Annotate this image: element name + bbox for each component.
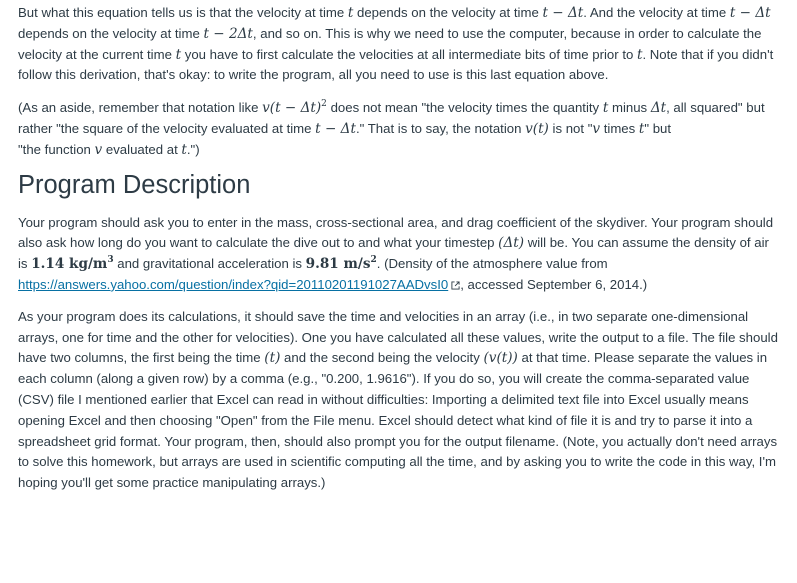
math-exponent: 2	[321, 99, 327, 110]
math-v-of-t: v(t)	[525, 120, 549, 137]
text-run: times	[600, 120, 639, 136]
math-t: t	[181, 141, 187, 158]
math-gravity: 9.81 m/s	[305, 256, 371, 273]
math-t-minus-2dt: t − 2Δt	[203, 25, 253, 42]
text-run: evaluated at	[102, 141, 182, 157]
text-run: depends on the velocity at time	[353, 5, 543, 20]
text-run: depends on the velocity at time	[18, 25, 204, 41]
math-v: v	[94, 141, 103, 158]
math-t-minus-dt: t − Δt	[729, 5, 771, 21]
text-run: . Note that if you didn't follow this derivation, that's okay: to write the program, all you need to use is this last equation above.	[18, 46, 774, 83]
text-run: you have to first calculate the velocities at all intermediate bits of time prior to	[181, 46, 637, 62]
paragraph-notation-aside	[18, 98, 779, 160]
text-run: But what this equation tells us is that the velocity at time	[18, 5, 348, 20]
text-run: . And the velocity at time	[583, 5, 730, 20]
text-run: . (Density of the atmosphere value from	[376, 256, 608, 272]
text-run: , accessed September 6, 2014.)	[460, 276, 648, 292]
math-exponent: 2	[370, 255, 377, 266]
paragraph-derivation-note	[18, 3, 779, 86]
math-dt: Δt	[650, 100, 667, 117]
external-link-icon	[451, 281, 460, 290]
math-t: (t)	[264, 350, 281, 367]
text-run: at that time. Please separate the values in each column (along a given row) by a comma (e.g., "0.200, 1.9616"). If you do so, you will create the comma-separated value (CSV) file I mentioned earlier that Excel can read in without difficulties: Importing a delimited text file into Excel usually means opening Excel and then choosing "Open" from the File menu. Excel should detect what kind of file it is and try to parse it into a spreadsheet grid format. Your program, then, should also prompt you for the output filename. (Note, you actually don't need arrays to solve this homework, but arrays are used in scientific computing all the time, and by asking you to write the code in this way, I'm hoping you'll get some practice manipulating arrays.)	[18, 350, 778, 491]
section-heading-program-description: Program Description	[18, 170, 251, 199]
yahoo-answers-link[interactable]: https://answers.yahoo.com/question/index?qid=20110201191027AADvsI0	[18, 276, 449, 292]
text-run: is not "	[548, 120, 593, 136]
text-run: (As an aside, remember that notation like	[18, 100, 263, 116]
math-exponent: 3	[107, 255, 114, 266]
text-run: and the second being the velocity	[280, 350, 484, 366]
math-air-density: 1.14 kg/m	[31, 256, 108, 273]
text-run: does not mean "the velocity times the quantity	[326, 100, 603, 116]
math-v-of-t: (v(t))	[483, 350, 518, 367]
math-t: t	[638, 120, 645, 137]
text-run: and gravitational acceleration is	[113, 256, 306, 272]
math-t: t	[636, 46, 643, 63]
math-v: v	[592, 120, 601, 137]
paragraph-program-inputs	[18, 213, 779, 296]
text-run: , all squared" but rather "the square of the velocity evaluated at time	[18, 100, 765, 136]
paragraph-output-requirements	[18, 307, 779, 494]
math-timestep: (Δt)	[498, 235, 525, 252]
math-t: t	[602, 100, 609, 117]
math-t: t	[347, 5, 354, 21]
math-v: v	[262, 100, 270, 117]
text-run: will be. You can assume the density of air is	[18, 235, 769, 272]
text-run: " but	[644, 120, 672, 136]
math-t-minus-dt: t − Δt	[315, 120, 356, 137]
text-run: "the function	[18, 141, 95, 157]
text-run: .")	[186, 141, 200, 157]
text-run: ." That is to say, the notation	[355, 120, 526, 136]
text-run: minus	[608, 100, 651, 116]
math-t: t	[175, 46, 182, 63]
math-t-minus-dt: t − Δt	[542, 5, 584, 21]
text-run: As your program does its calculations, it should save the time and velocities in an array (i.e., in two separate one-dimensional arrays, one for time and the other for velocities). One you have calculated all these values, write the output to a file. The file should have two columns, the first being the time	[18, 308, 778, 366]
text-run: , and so on. This is why we need to use the computer, because in order to calculate the velocity at the current time	[18, 25, 762, 62]
text-run: Your program should ask you to enter in the mass, cross-sectional area, and drag coefficient of the skydiver. Your program should also ask how long do you want to calculate the dive out to and what your timestep	[18, 214, 774, 251]
math-paren-t-minus-dt: (t − Δt)	[269, 100, 322, 117]
